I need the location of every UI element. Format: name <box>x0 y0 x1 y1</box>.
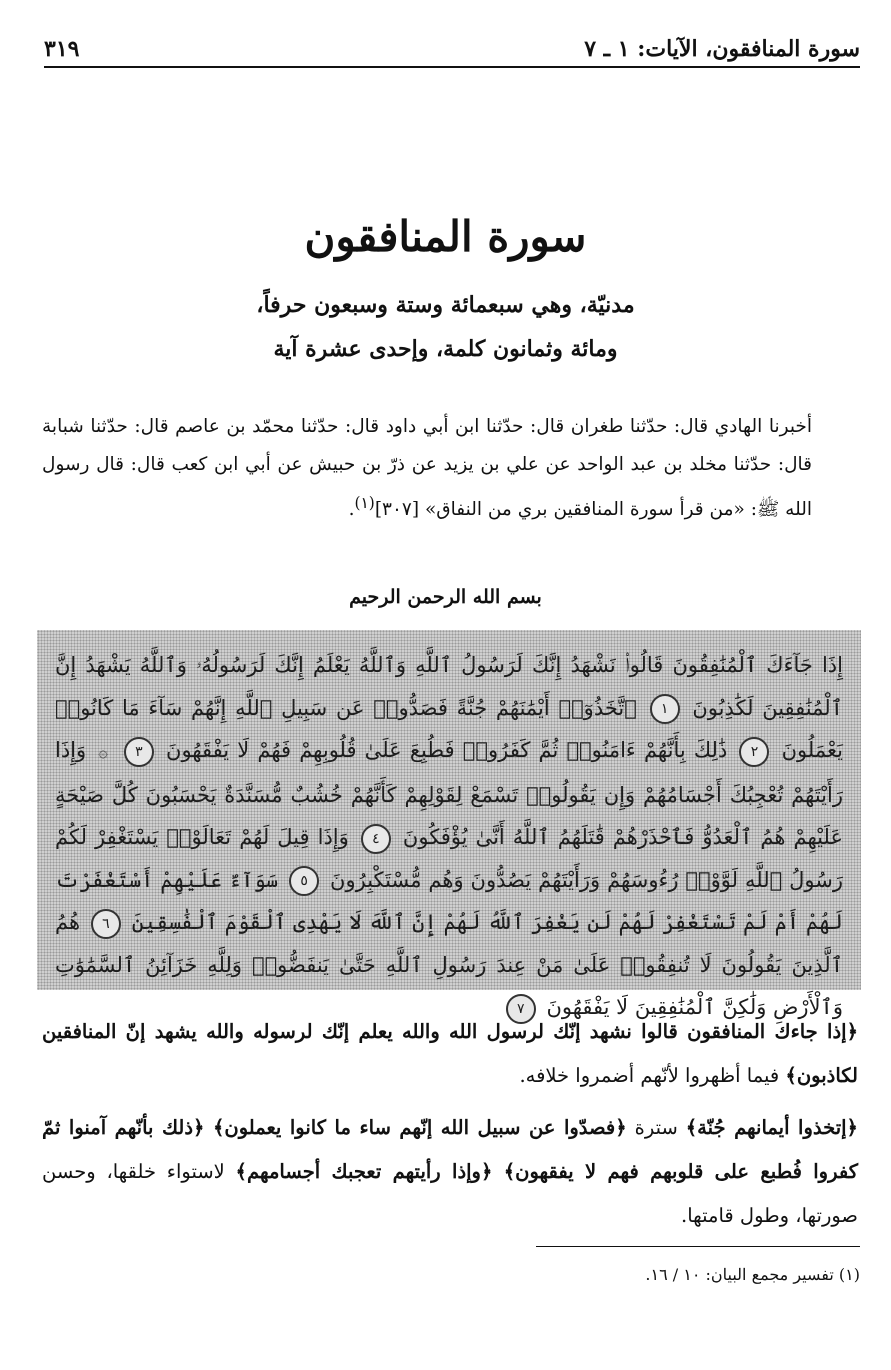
verse-number-2: ٢ <box>739 737 769 767</box>
verse-number-7: ٧ <box>506 994 536 1024</box>
quoted-verse: ﴿فصدّوا عن سبيل الله إنّهم ساء ما كانوا يعملون﴾ ﴿ذلك بأنّهم آمنوا ثمّ كفروا فُطبع على قلوبهم فهم لا يفقهون﴾ ﴿وإذا رأيتهم تعجبك أجسامهم﴾ <box>42 1116 858 1183</box>
commentary <box>42 1010 858 1246</box>
quoted-verse: ﴿إذا جاءك المنافقون قالوا نشهد إنّك لرسول الله والله يعلم إنّك لرسوله والله يشهد إنّ المنافقين لكاذبون﴾ <box>42 1020 858 1087</box>
commentary-text: فيما أظهروا لأنّهم أضمروا خلافه. <box>519 1064 786 1087</box>
intro-text: أخبرنا الهادي قال: حدّثنا طغران قال: حدّثنا ابن أبي داود قال: حدّثنا محمّد بن عاصم قال: حدّثنا شبابة قال: حدّثنا مخلد بن عبد الواحد عن علي بن يزيد عن ذرّ بن حبيش عن أبي ابن كعب قال: قال رسول الله ﷺ: «من قرأ سورة المنافقين بري من النفاق» [٣٠٧] <box>42 416 812 521</box>
verse-number-6: ٦ <box>91 909 121 939</box>
intro-paragraph <box>42 408 812 529</box>
running-title: سورة المنافقون، الآيات: ١ ـ ٧ <box>584 36 860 62</box>
intro-end: . <box>348 499 355 521</box>
page-number: ٣١٩ <box>44 36 80 62</box>
commentary-paragraph-1 <box>42 1010 858 1098</box>
commentary-paragraph-2 <box>42 1106 858 1238</box>
verse-number-4: ٤ <box>361 824 391 854</box>
footnote-rule <box>536 1246 860 1247</box>
footnote-number: (١) <box>838 1265 860 1284</box>
verse-number-1: ١ <box>650 694 680 724</box>
footnote-text: تفسير مجمع البيان: ١٠ / ١٦. <box>645 1265 834 1284</box>
surah-subtitle-line1: مدنيّة، وهي سبعمائة وستة وسبعون حرفاً، <box>256 292 635 318</box>
verse-number-3: ٣ <box>124 737 154 767</box>
surah-subtitle-line2: ومائة وثمانون كلمة، وإحدى عشرة آية <box>273 336 618 362</box>
verse-2: ٱتَّخَذُوٓا۟ أَيْمَٰنَهُمْ جُنَّةً فَصَدُّوا۟ عَن سَبِيلِ ٱللَّهِ إِنَّهُمْ سَآءَ مَا كَانُوا۟ يَعْمَلُونَ <box>55 695 843 762</box>
verse-4: وَإِذَا رَأَيْتَهُمْ تُعْجِبُكَ أَجْسَامُهُمْ وَإِن يَقُولُوا۟ تَسْمَعْ لِقَوْلِهِمْ كَأَنَّهُمْ خُشُبٌ مُّسَنَّدَةٌ يَحْسَبُونَ كُلَّ صَيْحَةٍ عَلَيْهِمْ هُمُ ٱلْعَدُوُّ فَٱحْذَرْهُمْ قَٰتَلَهُمُ ٱللَّهُ أَنَّىٰ يُؤْفَكُونَ <box>55 738 843 849</box>
surah-title: سورة المنافقون <box>304 212 587 261</box>
verse-7: هُمُ ٱلَّذِينَ يَقُولُونَ لَا تُنفِقُوا۟ عَلَىٰ مَنْ عِندَ رَسُولِ ٱللَّهِ حَتَّىٰ يَنفَضُّوا۟ وَلِلَّهِ خَزَآئِنُ ٱلسَّمَٰوَٰتِ وَٱلْأَرْضِ وَلَٰكِنَّ ٱلْمُنَٰفِقِينَ لَا يَفْقَهُونَ <box>55 910 843 1019</box>
verse-5: وَإِذَا قِيلَ لَهُمْ تَعَالَوْا۟ يَسْتَغْفِرْ لَكُمْ رَسُولُ ٱللَّهِ لَوَّوْا۟ رُءُوسَهُمْ وَرَأَيْتَهُمْ يَصُدُّونَ وَهُم مُّسْتَكْبِرُونَ <box>55 825 843 892</box>
commentary-text: سترة <box>626 1116 686 1139</box>
basmala: بسم الله الرحمن الرحيم <box>349 586 542 608</box>
footnote <box>42 1262 860 1288</box>
quran-verses-box <box>37 630 861 1019</box>
footnote-reference[interactable]: (١) <box>354 494 375 512</box>
page-header <box>44 26 860 62</box>
verse-1: إِذَا جَآءَكَ ٱلْمُنَٰفِقُونَ قَالُوا۟ نَشْهَدُ إِنَّكَ لَرَسُولُ ٱللَّهِ وَٱللَّهُ يَعْلَمُ إِنَّكَ لَرَسُولُهُۥ وَٱللَّهُ يَشْهَدُ إِنَّ ٱلْمُنَٰفِقِينَ لَكَٰذِبُونَ <box>55 653 843 720</box>
verse-3: ذَٰلِكَ بِأَنَّهُمْ ءَامَنُوا۟ ثُمَّ كَفَرُوا۟ فَطُبِعَ عَلَىٰ قُلُوبِهِمْ فَهُمْ لَا يَفْقَهُونَ <box>166 738 728 762</box>
verse-6: سَوَآءٌ عَلَيْهِمْ أَسْتَغْفَرْتَ لَهُمْ أَمْ لَمْ تَسْتَغْفِرْ لَهُمْ لَن يَغْفِرَ ٱللَّهُ لَهُمْ إِنَّ ٱللَّهَ لَا يَهْدِى ٱلْقَوْمَ ٱلْفَٰسِقِينَ <box>55 867 843 934</box>
header-rule <box>44 66 860 68</box>
hizb-star-icon: ۞ <box>98 742 108 761</box>
quoted-verse: ﴿إتخذوا أيمانهم جُنّة﴾ <box>685 1116 858 1139</box>
commentary-text: لاستواء خلقها، وحسن صورتها، وطول قامتها. <box>42 1160 858 1227</box>
quran-verses <box>55 644 843 1029</box>
verse-number-5: ٥ <box>289 866 319 896</box>
